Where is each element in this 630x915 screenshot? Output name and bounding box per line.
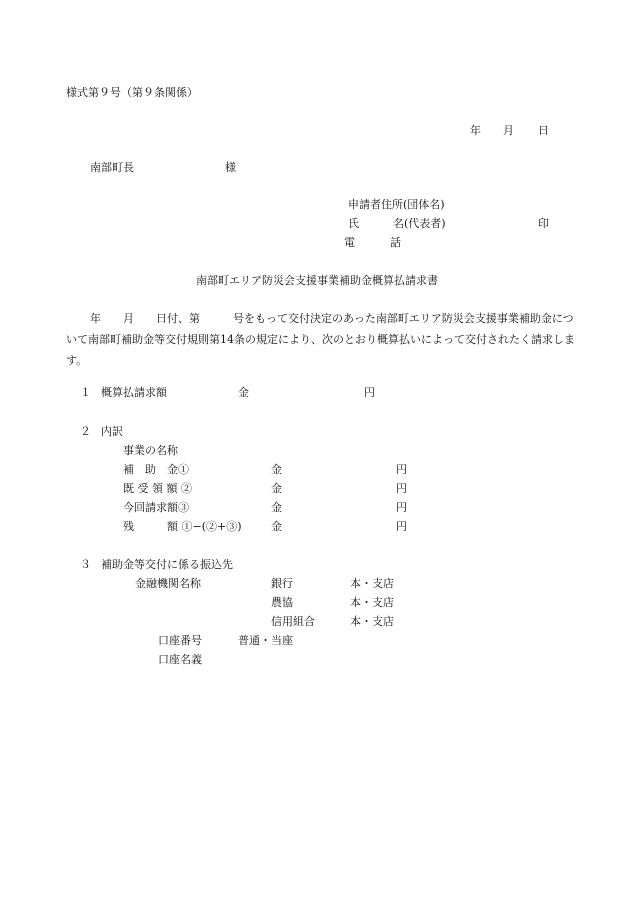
section1-number: １ (80, 386, 91, 399)
addressee-honorific: 様 (225, 161, 236, 174)
breakdown-row-en: 円 (396, 463, 407, 476)
date-month: 月 (503, 124, 514, 137)
breakdown-row-label: 既 受 領 額 ② (123, 482, 192, 495)
section3-number: ３ (80, 558, 91, 571)
section1-kin: 金 (238, 386, 249, 399)
bank-branch: 本・支店 (350, 596, 394, 609)
breakdown-row-en: 円 (396, 501, 407, 514)
bank-branch: 本・支店 (350, 615, 394, 628)
applicant-name-label-2: 名(代表者) (393, 217, 446, 230)
breakdown-row-en: 円 (396, 520, 407, 533)
bank-type: 農協 (271, 596, 293, 609)
section2-number: ２ (80, 425, 91, 438)
bank-branch: 本・支店 (350, 577, 394, 590)
account-number-label: 口座番号 (158, 634, 202, 647)
breakdown-row-kin: 金 (271, 520, 282, 533)
section1-en: 円 (364, 386, 375, 399)
applicant-phone-label-1: 電 (344, 236, 355, 249)
date-day: 日 (538, 124, 549, 137)
bank-type: 銀行 (271, 577, 293, 590)
form-label: 様式第９号（第９条関係） (66, 86, 198, 99)
addressee-name: 南部町長 (90, 161, 134, 174)
section1-label: 概算払請求額 (101, 386, 167, 399)
breakdown-row-kin: 金 (271, 501, 282, 514)
section2-label: 内訳 (101, 425, 123, 438)
breakdown-row-en: 円 (396, 482, 407, 495)
applicant-address-label: 申請者住所(団体名) (348, 198, 445, 211)
account-type: 普通・当座 (238, 634, 293, 647)
breakdown-row-label: 残 額 ①−(②+③) (123, 520, 242, 533)
body-paragraph: 年 月 日付、第 号をもって交付決定のあった南部町エリア防災会支援事業補助金について南部町補助金等交付規則第14条の規定により、次のとおり概算払いによって交付されたく請求します。 (66, 312, 575, 367)
applicant-seal: 印 (538, 217, 549, 230)
section3-label: 補助金等交付に係る振込先 (101, 558, 233, 571)
date-year: 年 (470, 124, 481, 137)
breakdown-row-kin: 金 (271, 463, 282, 476)
breakdown-row-label: 今回請求額③ (123, 501, 189, 514)
institution-label: 金融機関名称 (135, 577, 201, 590)
bank-type: 信用組合 (271, 615, 315, 628)
breakdown-row-label: 補 助 金① (123, 463, 189, 476)
document-title: 南部町エリア防災会支援事業補助金概算払請求書 (196, 274, 438, 287)
project-name-label: 事業の名称 (123, 444, 178, 457)
account-name-label: 口座名義 (158, 653, 202, 666)
applicant-name-label-1: 氏 (348, 217, 359, 230)
applicant-phone-label-2: 話 (390, 236, 401, 249)
breakdown-row-kin: 金 (271, 482, 282, 495)
